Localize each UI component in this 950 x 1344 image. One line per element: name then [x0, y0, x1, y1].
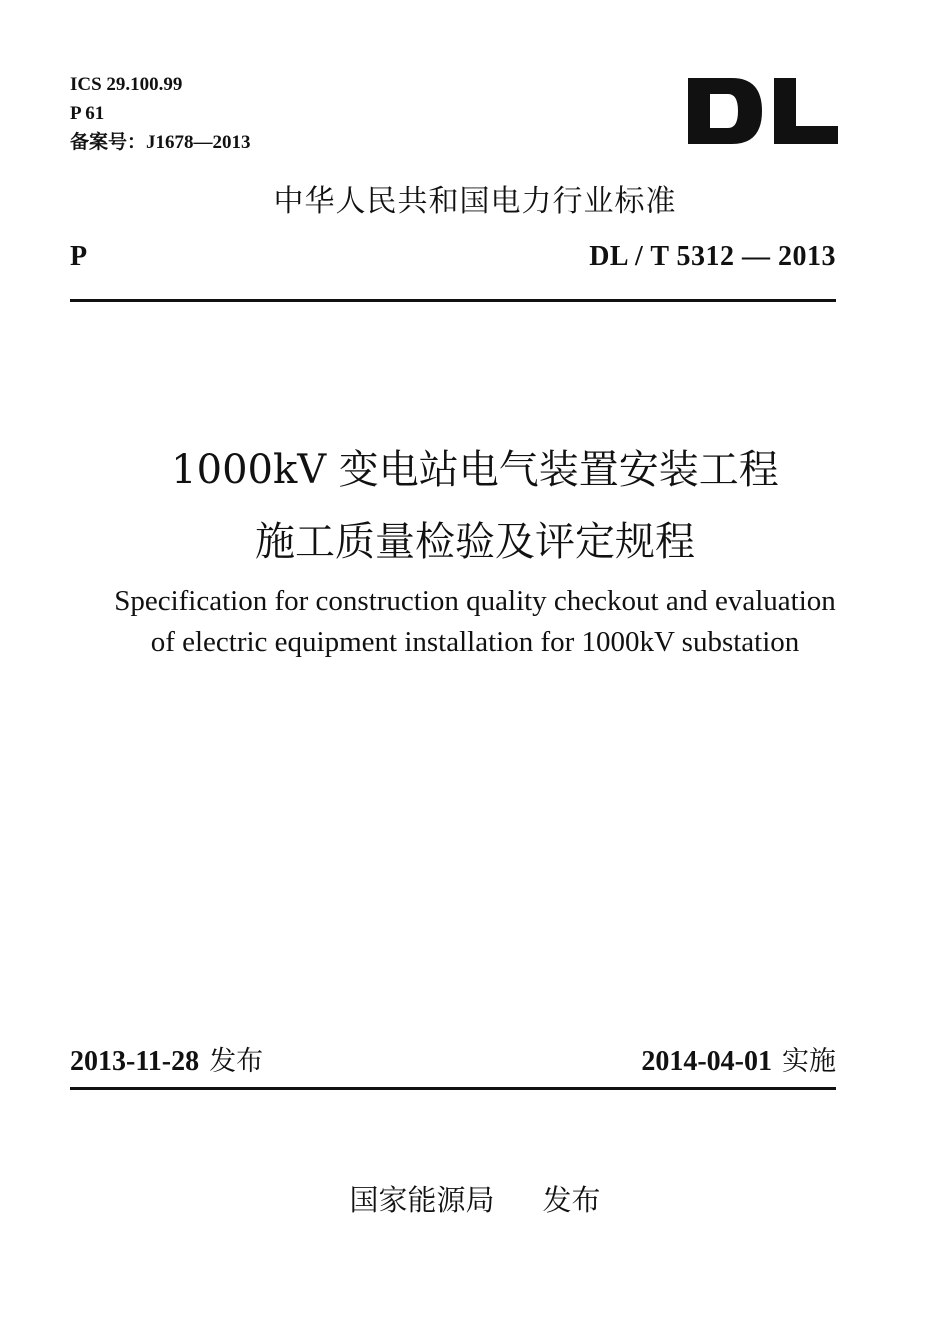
publisher-block — [0, 1178, 950, 1219]
english-title-line-2: of electric equipment installation for 1000kV substation — [150, 626, 800, 658]
chinese-title-line-2: 施工质量检验及评定规程 — [255, 519, 695, 565]
effective-date-block — [641, 1039, 836, 1078]
filing-number: 备案号：J1678—2013 — [70, 132, 251, 153]
publisher-name: 国家能源局 — [349, 1183, 495, 1217]
issue-date: 2013-11-28 — [70, 1046, 200, 1077]
publisher-action: 发布 — [542, 1183, 601, 1217]
industry-standard-title: 中华人民共和国电力行业标准 — [273, 184, 677, 219]
document-header-meta — [70, 70, 251, 157]
ics-code: ICS 29.100.99 — [70, 74, 183, 95]
issue-label: 发布 — [209, 1046, 264, 1077]
category-letter: P — [70, 241, 88, 272]
effective-date: 2014-04-01 — [641, 1046, 772, 1077]
issue-date-block — [70, 1039, 263, 1078]
header-divider — [70, 299, 836, 302]
effective-label: 实施 — [782, 1046, 836, 1077]
footer-divider — [70, 1087, 836, 1090]
chinese-title-line-1: 1000kV 变电站电气装置安装工程 — [171, 447, 779, 493]
standard-number: DL / T 5312 — 2013 — [589, 241, 836, 272]
classification-code: P 61 — [70, 103, 105, 124]
english-title-line-1: Specification for construction quality checkout and evaluation — [114, 585, 836, 617]
dl-logo-icon — [688, 78, 838, 144]
